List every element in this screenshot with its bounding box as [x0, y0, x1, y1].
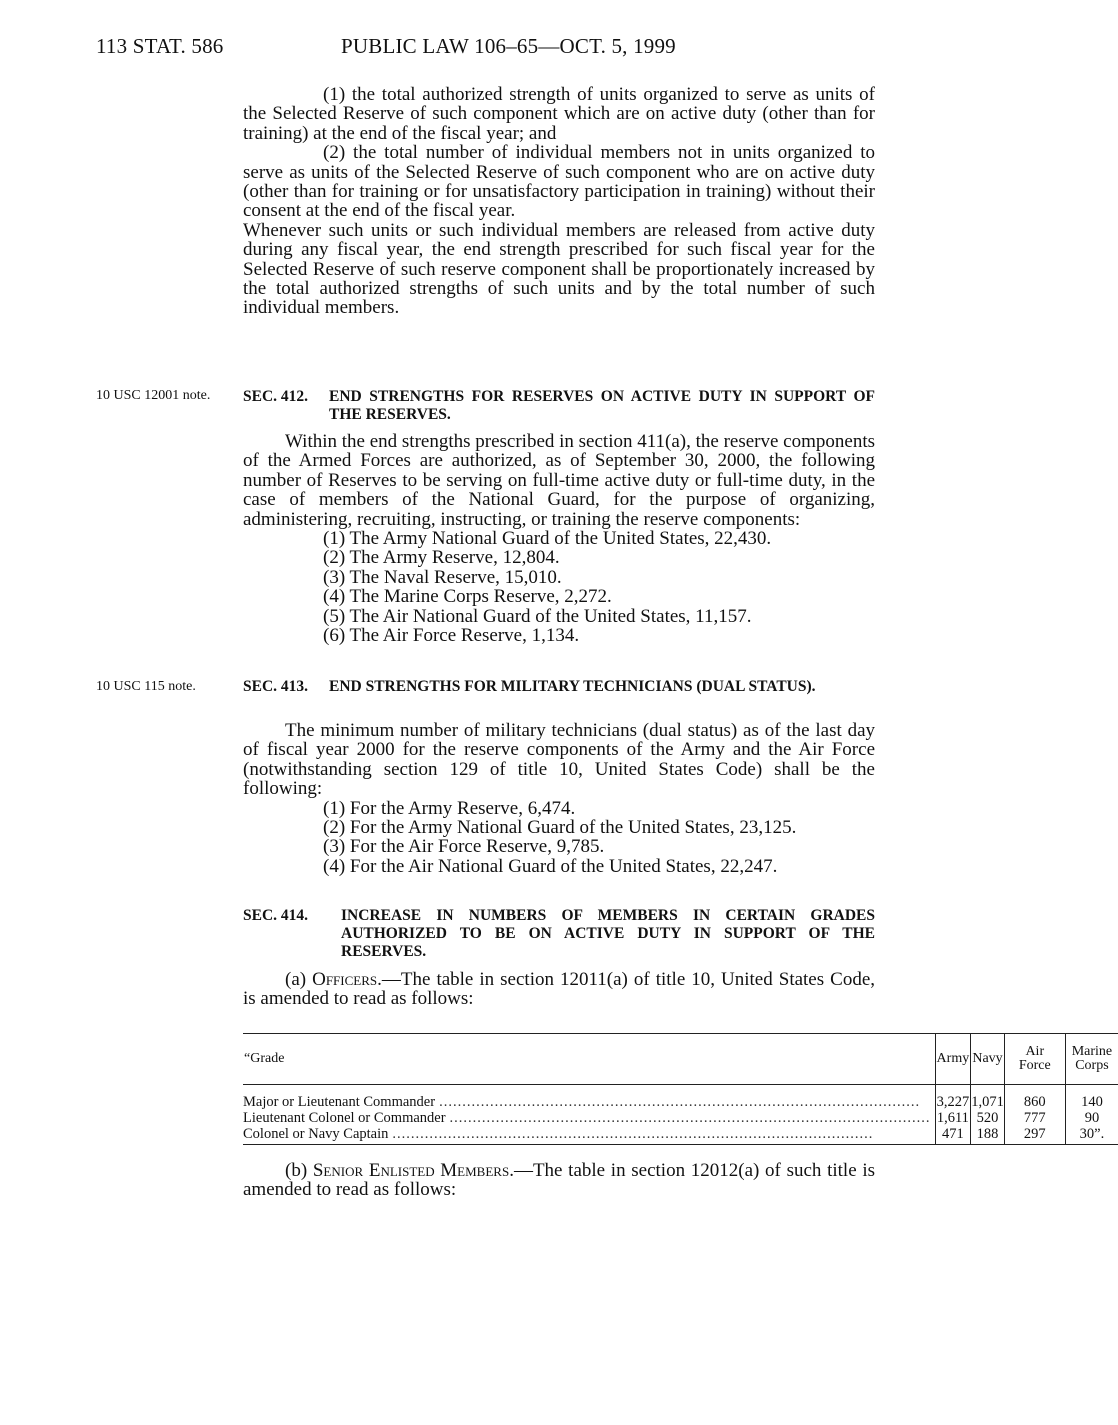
section-412-number: SEC. 412. [243, 388, 309, 405]
section-413-title: END STRENGTHS FOR MILITARY TECHNICIANS (DUAL STATUS). [329, 678, 816, 695]
header-air-force: Air Force [1004, 1034, 1065, 1085]
section-413-text: The minimum number of military technicians (dual status) as of the last day of fiscal year 2000 for the reserve components of the Army and the Air Force (notwithstanding section 129 of title 10, United States Code) shall be the following: [243, 720, 875, 800]
stat-citation: 113 STAT. 586 [96, 34, 224, 58]
section-414-title: INCREASE IN NUMBERS OF MEMBERS IN CERTAIN GRADES AUTHORIZED TO BE ON ACTIVE DUTY IN SUPPORT OF THE RESERVES. [341, 907, 875, 960]
row-grade: Major or Lieutenant Commander [243, 1094, 436, 1110]
subsection-b-heading: Senior Enlisted Members [312, 1160, 510, 1181]
cell-marine-corps: 30”. [1065, 1126, 1118, 1145]
intro-paragraph-1: (1) the total authorized strength of units organized to serve as units of the Selected Reserve of such component which are on active duty (other than for training) at the end of the fiscal year; and [243, 84, 875, 144]
section-412-item-4: (4) The Marine Corps Reserve, 2,272. [323, 586, 612, 608]
section-413-item-3: (3) For the Air Force Reserve, 9,785. [323, 836, 605, 858]
cell-army: 3,227 [935, 1085, 971, 1111]
subsection-b-text: .—The table in section 12012(a) of such title is amended to read as follows: [243, 1160, 875, 1201]
row-grade: Colonel or Navy Captain [243, 1126, 389, 1142]
header-marine-corps: Marine Corps [1065, 1034, 1118, 1085]
officer-grades-table [243, 1033, 1118, 1145]
section-412-item-6: (6) The Air Force Reserve, 1,134. [323, 625, 580, 647]
cell-army: 1,611 [936, 1110, 969, 1126]
cell-navy: 188 [971, 1126, 1005, 1145]
subsection-a-heading: Officers [312, 969, 378, 990]
section-413-number: SEC. 413. [243, 678, 309, 695]
intro-paragraph-2: (2) the total number of individual members not in units organized to serve as units of the Selected Reserve of such component who are on active duty (other than for training or for unsatisfactory participation in training) without their consent at the end of the fiscal year. [243, 142, 875, 222]
leader-dots [435, 1094, 934, 1110]
section-412-item-1: (1) The Army National Guard of the United States, 22,430. [323, 528, 772, 550]
cell-air-force: 860 [1004, 1085, 1065, 1111]
section-412-heading [243, 388, 875, 424]
row-grade: Lieutenant Colonel or Commander [243, 1110, 446, 1126]
subsection-a-text: .—The table in section 12011(a) of title 10, United States Code, is amended to read as follows: [243, 969, 875, 1010]
cell-navy: 520 [971, 1110, 1005, 1126]
header-grade: “Grade [243, 1034, 935, 1085]
section-414-subsection-b [243, 1161, 875, 1200]
section-412-item-3: (3) The Naval Reserve, 15,010. [323, 566, 562, 588]
subsection-a-label: (a) [285, 969, 313, 990]
section-413-body [243, 721, 875, 876]
section-412-text: Within the end strengths prescribed in section 411(a), the reserve components of the Armed Forces are authorized, as of September 30, 2000, the following number of Reserves to be serving on full-time active duty or full-time duty, in the case of members of the National Guard, for the purpose of organizing, administering, recruiting, instructing, or training the reserve components: [243, 431, 875, 530]
section-413-item-1: (1) For the Army Reserve, 6,474. [323, 797, 576, 819]
page-header [96, 34, 676, 59]
margin-note-115: 10 USC 115 note. [96, 679, 196, 694]
section-413-item-4: (4) For the Air National Guard of the United States, 22,247. [323, 855, 778, 877]
cell-air-force: 777 [1004, 1110, 1065, 1126]
cell-marine-corps: 140 [1065, 1085, 1118, 1111]
section-413-heading [243, 678, 875, 696]
section-414-heading [243, 907, 875, 961]
cell-marine-corps: 90 [1065, 1110, 1118, 1126]
table-header-row [243, 1034, 1118, 1085]
section-413-item-2: (2) For the Army National Guard of the United States, 23,125. [323, 817, 797, 839]
table-row [243, 1126, 1118, 1145]
table-row [243, 1085, 1118, 1111]
section-412-body [243, 432, 875, 645]
cell-army: 471 [935, 1126, 971, 1145]
header-navy: Navy [971, 1034, 1005, 1085]
section-414-number: SEC. 414. [243, 907, 309, 924]
cell-air-force: 297 [1004, 1126, 1065, 1145]
leader-dots [446, 1110, 935, 1126]
subsection-b-label: (b) [285, 1160, 313, 1181]
section-412-title: END STRENGTHS FOR RESERVES ON ACTIVE DUTY IN SUPPORT OF THE RESERVES. [329, 388, 875, 423]
section-412-item-5: (5) The Air National Guard of the United States, 11,157. [323, 605, 752, 627]
header-army: Army [935, 1034, 971, 1085]
cell-navy: 1,071 [971, 1085, 1005, 1111]
intro-block [243, 85, 875, 318]
section-412-item-2: (2) The Army Reserve, 12,804. [323, 547, 560, 569]
table-row [243, 1110, 1118, 1126]
intro-paragraph-3: Whenever such units or such individual members are released from active duty during any fiscal year, the end strength prescribed for such fiscal year for the Selected Reserve of such reserve component shall be proportionately increased by the total authorized strengths of such units and by the total number of such individual members. [243, 219, 875, 319]
leader-dots [388, 1126, 934, 1142]
law-title: PUBLIC LAW 106–65—OCT. 5, 1999 [341, 34, 676, 58]
margin-note-12001: 10 USC 12001 note. [96, 388, 211, 403]
section-414-subsection-a [243, 970, 875, 1009]
